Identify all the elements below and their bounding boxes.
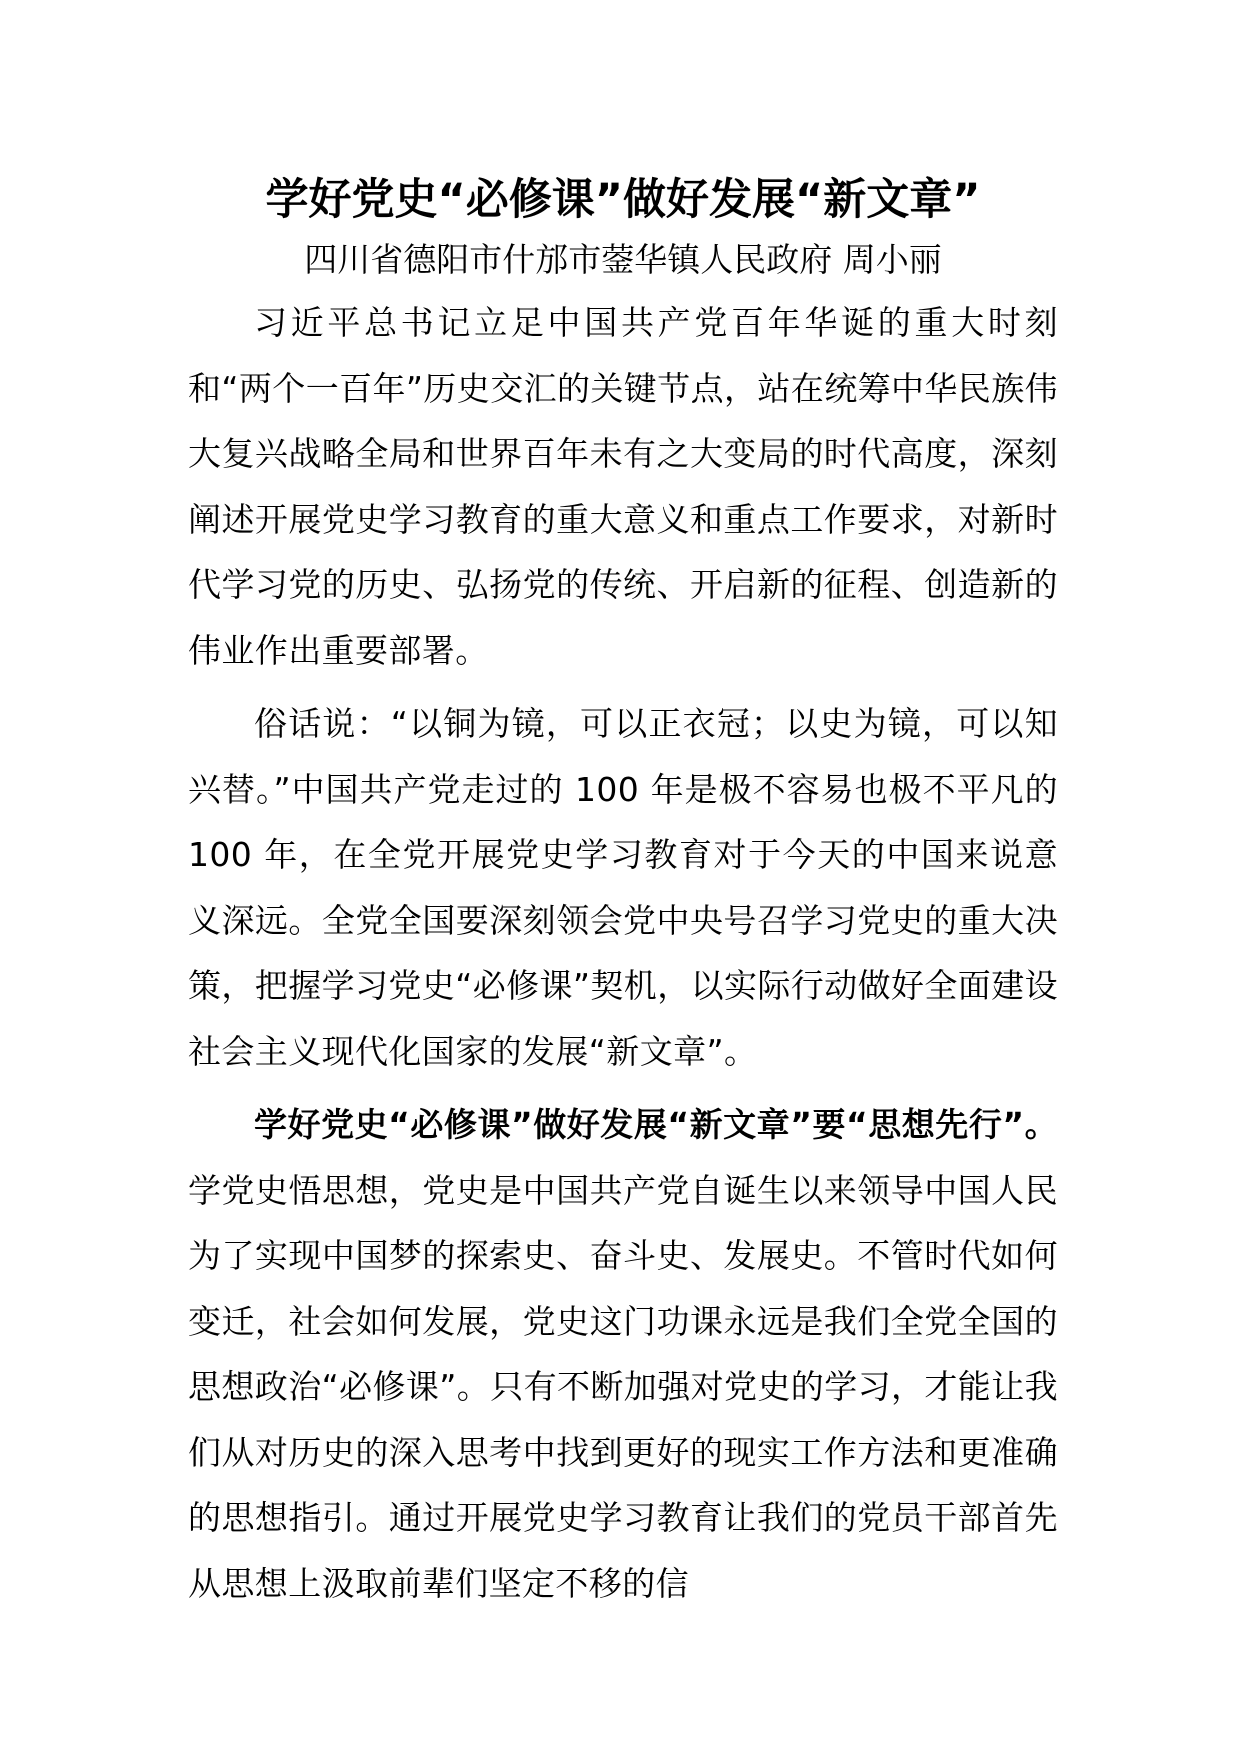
paragraph-text: 俗话说：“以铜为镜，可以正衣冠；以史为镜，可以知兴替。”中国共产党走过的 100 年是极不容易也极不平凡的 100 年，在全党开展党史学习教育对于今天的中国来说意义深远。全党全国要深刻领会党中央号召学习党史的重大决策，把握学习党史“必修课”契机，以实际行动做好全面建设社会主义现代化国家的发展“新文章”。 [188,704,1058,1071]
author-line: 四川省德阳市什邡市蓥华镇人民政府 周小丽 [304,240,942,279]
paragraph-text: 习近平总书记立足中国共产党百年华诞的重大时刻和“两个一百年”历史交汇的关键节点，站在统筹中华民族伟大复兴战略全局和世界百年未有之大变局的时代高度，深刻阐述开展党史学习教育的重大意义和重点工作要求，对新时代学习党的历史、弘扬党的传统、开启新的征程、创造新的伟业作出重要部署。 [188,303,1058,670]
document-title: 学好党史“必修课”做好发展“新文章” [265,175,981,225]
paragraph-2 [188,691,1058,1084]
document-body [188,168,1058,1616]
paragraph-1 [188,290,1058,683]
paragraph-lead-bold: 学好党史“必修课”做好发展“新文章”要“思想先行”。 [254,1105,1058,1144]
paragraph-3 [188,1092,1058,1616]
paragraph-text: 学党史悟思想，党史是中国共产党自诞生以来领导中国人民为了实现中国梦的探索史、奋斗史、发展史。不管时代如何变迁，社会如何发展，党史这门功课永远是我们全党全国的思想政治“必修课”。只有不断加强对党史的学习，才能让我们从对历史的深入思考中找到更好的现实工作方法和更准确的思想指引。通过开展党史学习教育让我们的党员干部首先从思想上汲取前辈们坚定不移的信 [188,1170,1058,1603]
